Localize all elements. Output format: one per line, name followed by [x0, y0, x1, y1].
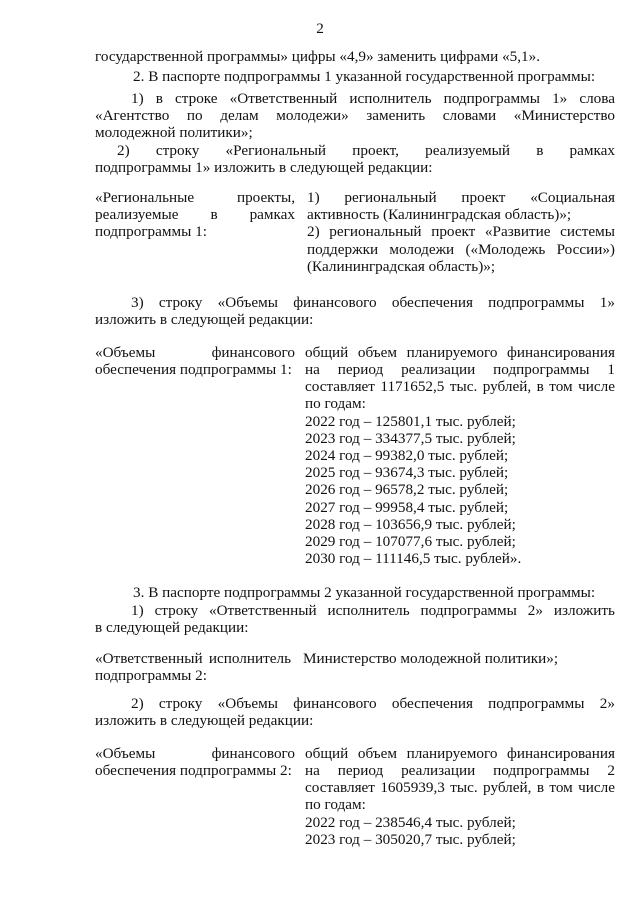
word: рублей, — [483, 779, 532, 797]
word: тыс. — [449, 378, 478, 396]
word: 3) — [131, 293, 144, 311]
word: «Объемы — [95, 744, 156, 762]
word: рамках — [569, 141, 615, 159]
word: 1) — [131, 601, 144, 619]
field-value-line — [305, 378, 615, 395]
word: «Развитие — [484, 223, 551, 241]
field-label-line — [95, 206, 295, 223]
word: проект — [431, 223, 476, 241]
funding-year-line: 2022 год – 238546,4 тыс. рублей; — [305, 813, 516, 831]
word: обеспечения — [391, 293, 473, 311]
word: поддержки — [307, 240, 379, 258]
funding-year-line: 2024 год – 99382,0 тыс. рублей; — [305, 447, 509, 464]
word: проект, — [352, 141, 399, 159]
field-value-line: активность (Калининградская область)»; — [307, 206, 572, 224]
word: России») — [556, 240, 615, 258]
word: период — [337, 361, 384, 378]
word: 1171652,5 — [380, 378, 445, 396]
field-value-line — [307, 241, 615, 258]
funding-year-line: 2023 год – 334377,5 тыс. рублей; — [305, 429, 516, 447]
word: подпрограммы — [493, 762, 590, 779]
word: составляет — [305, 779, 375, 797]
word: в — [155, 89, 163, 107]
word: изложить — [553, 601, 615, 619]
word: объем — [357, 744, 397, 762]
paragraph-line — [131, 695, 615, 712]
word: общий — [305, 343, 349, 361]
word: финансового — [211, 343, 295, 361]
word: «Объемы — [217, 293, 278, 311]
word: по — [186, 106, 203, 124]
section-heading: 3. В паспорте подпрограммы 2 указанной государственной программы: — [133, 583, 596, 601]
funding-year-line: 2030 год – 111146,5 тыс. рублей». — [305, 550, 522, 568]
word: «Ответственный — [229, 89, 338, 107]
field-value-line: (Калининградская область)»; — [307, 258, 496, 275]
field-value-line — [305, 344, 615, 361]
word: («Молодежь — [465, 240, 546, 258]
word: общий — [305, 744, 349, 762]
word: обеспечения — [391, 694, 473, 712]
word: словами — [442, 106, 497, 124]
word: делам — [220, 106, 259, 124]
word: региональный — [344, 188, 437, 206]
field-label-line — [95, 344, 295, 361]
paragraph-line: в следующей редакции: — [95, 618, 249, 636]
word: 1) — [307, 188, 320, 206]
paragraph-line — [95, 107, 615, 124]
section-heading: 2. В паспорте подпрограммы 1 указанной государственной программы: — [133, 68, 596, 85]
word: финансирования — [507, 744, 615, 762]
word: «Социальная — [530, 188, 615, 206]
word: 1» — [552, 89, 568, 107]
word: подпрограммы — [420, 601, 517, 619]
word: «Ответственный — [208, 601, 317, 619]
word: реализации — [401, 762, 476, 779]
field-value-line — [305, 361, 615, 378]
field-value-line: по годам: — [305, 796, 366, 814]
word: числе — [578, 779, 615, 797]
word: «Региональные — [95, 188, 195, 206]
word: «Агентство — [95, 106, 170, 124]
funding-year-line: 2022 год – 125801,1 тыс. рублей; — [305, 412, 516, 430]
word: подпрограммы — [493, 361, 590, 378]
word: финансового — [211, 744, 295, 762]
word: в — [536, 141, 544, 159]
word: на — [305, 762, 320, 779]
word: «Объемы — [95, 343, 156, 361]
field-value-line — [307, 189, 615, 206]
paragraph-line — [131, 602, 615, 619]
word: строку — [155, 141, 200, 159]
word: 2) — [131, 694, 144, 712]
word: 2» — [599, 694, 615, 712]
word: 2) — [117, 141, 130, 159]
word: строку — [158, 694, 203, 712]
word: составляет — [305, 378, 375, 396]
field-value-line — [307, 223, 615, 240]
field-label-line — [95, 189, 295, 206]
word: тыс. — [450, 779, 478, 797]
page-number: 2 — [316, 20, 324, 37]
word: планируемого — [406, 343, 498, 361]
word: «Объемы — [217, 694, 278, 712]
word: системы — [560, 223, 615, 241]
word: «Министерство — [513, 106, 615, 124]
field-label-line — [95, 745, 295, 762]
paragraph-line: изложить в следующей редакции: — [95, 310, 314, 328]
word: 1 — [607, 361, 615, 378]
word: рублей, — [482, 378, 532, 396]
word: молодежи» — [276, 106, 349, 124]
field-value-line: Министерство молодежной политики»; — [303, 649, 559, 667]
word: рамках — [249, 206, 295, 224]
word: подпрограммы — [443, 89, 540, 107]
field-value-line: по годам: — [305, 395, 366, 413]
field-label-line: подпрограммы 1: — [95, 223, 207, 241]
word: 1605939,3 — [380, 779, 445, 797]
paragraph-line — [131, 90, 615, 107]
field-label-line — [95, 650, 291, 667]
word: в — [536, 378, 544, 396]
funding-year-line: 2023 год – 305020,7 тыс. рублей; — [305, 830, 516, 848]
word: финансового — [293, 293, 377, 311]
field-value-line — [305, 762, 615, 779]
word: планируемого — [406, 744, 498, 762]
field-value-line — [305, 779, 615, 796]
funding-year-line: 2027 год – 99958,4 тыс. рублей; — [305, 498, 509, 516]
funding-year-line: 2029 год – 107077,6 тыс. рублей; — [305, 533, 516, 550]
funding-year-line: 2025 год – 93674,3 тыс. рублей; — [305, 464, 509, 482]
word: исполнитель — [349, 89, 432, 107]
word: реализуемые — [95, 206, 179, 224]
word: подпрограммы — [488, 293, 585, 311]
word: объем — [357, 343, 397, 361]
word: 1» — [599, 293, 615, 311]
word: в — [536, 779, 544, 797]
word: исполнитель — [208, 649, 291, 667]
word: финансового — [293, 694, 377, 712]
word: заменить — [366, 106, 426, 124]
field-label-line: подпрограммы 2: — [95, 666, 207, 684]
word: том — [549, 378, 573, 396]
word: исполнитель — [327, 601, 410, 619]
paragraph-line — [131, 294, 615, 311]
word: строке — [175, 89, 218, 107]
field-label-line: обеспечения подпрограммы 1: — [95, 361, 292, 378]
paragraph-line: молодежной политики»; — [95, 123, 253, 141]
word: строку — [154, 601, 199, 619]
word: в — [210, 206, 218, 224]
word: 2) — [307, 223, 320, 241]
word: реализуемый — [425, 141, 510, 159]
word: строку — [158, 293, 203, 311]
word: молодежи — [389, 240, 455, 258]
funding-year-line: 2028 год – 103656,9 тыс. рублей; — [305, 515, 516, 533]
paragraph-line: изложить в следующей редакции: — [95, 711, 314, 729]
word: реализации — [401, 361, 476, 378]
word: проекты, — [236, 188, 295, 206]
word: период — [337, 762, 384, 779]
field-label-line: обеспечения подпрограммы 2: — [95, 762, 292, 779]
word: подпрограммы — [488, 694, 585, 712]
word: 1) — [131, 89, 144, 107]
word: слова — [579, 89, 615, 107]
word: 2 — [607, 762, 615, 779]
word: «Ответственный — [95, 649, 203, 667]
word: том — [549, 779, 573, 797]
word: «Региональный — [225, 141, 327, 159]
word: 2» — [527, 601, 543, 619]
paragraph-line: подпрограммы 1» изложить в следующей редакции: — [95, 158, 433, 176]
field-value-line — [305, 745, 615, 762]
paragraph-line: государственной программы» цифры «4,9» заменить цифрами «5,1». — [95, 48, 541, 65]
paragraph-line — [117, 142, 615, 159]
word: региональный — [329, 223, 422, 241]
word: финансирования — [507, 343, 615, 361]
word: числе — [578, 378, 615, 396]
funding-year-line: 2026 год – 96578,2 тыс. рублей; — [305, 481, 509, 499]
word: на — [305, 361, 320, 378]
word: проект — [461, 188, 506, 206]
